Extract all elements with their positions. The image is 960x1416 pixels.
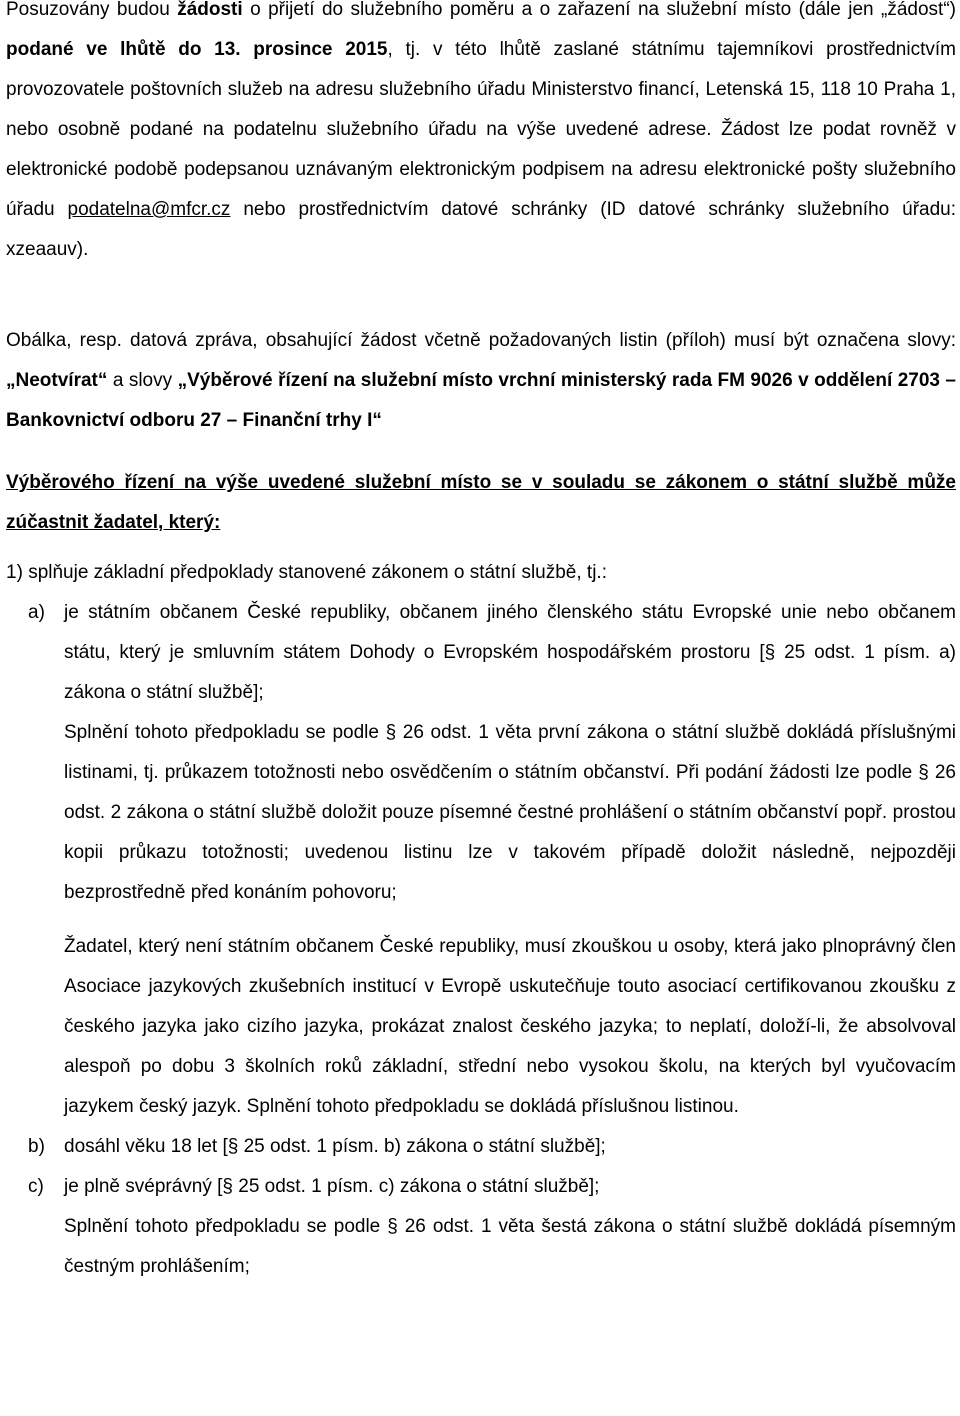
envelope-paragraph xyxy=(6,321,956,441)
requirement-c xyxy=(6,1167,956,1207)
requirement-c-proof: Splnění tohoto předpokladu se podle § 26 odst. 1 věta šestá zákona o státní službě dokládá písemným čestným prohlášením; xyxy=(64,1216,956,1277)
requirement-c-text: je plně svéprávný [§ 25 odst. 1 písm. c) zákona o státní službě]; xyxy=(64,1176,600,1197)
requirement-a-proof: Splnění tohoto předpokladu se podle § 26 odst. 1 věta první zákona o státní službě dokládá příslušnými listinami, tj. průkazem totožnosti nebo osvědčením o státním občanství. Při podání žádosti lze podle § 26 odst. 2 zákona o státní službě doložit pouze písemné čestné prohlášení o státním občanství popř. prostou kopii průkazu totožnosti; uvedenou listinu lze v takovém případě doložit následně, nejpozději bezprostředně před konáním pohovoru; xyxy=(64,722,956,903)
requirement-b-text: dosáhl věku 18 let [§ 25 odst. 1 písm. b) zákona o státní službě]; xyxy=(64,1136,606,1157)
submission-text-a: Posuzovány budou xyxy=(6,0,178,20)
requirement-c-marker: c) xyxy=(28,1176,44,1197)
submission-text-c: o přijetí do služebního poměru a o zařazení na služební místo (dále jen „žádost“) xyxy=(242,0,956,20)
requirement-1 xyxy=(6,553,956,593)
envelope-selection-title: „Výběrové řízení na služební místo vrchní ministerský rada FM 9026 v oddělení 2703 – Bankovnictví odboru 27 – Finanční trhy I“ xyxy=(6,370,956,431)
requirement-a xyxy=(6,593,956,713)
envelope-text-c: a slovy xyxy=(107,370,178,391)
submission-text-f: nebo prostřednictvím datové schránky (ID datové schránky služebního úřadu: xzeaauv). xyxy=(6,199,957,260)
envelope-text-a: Obálka, resp. datová zpráva, obsahující žádost včetně požadovaných listin (příloh) musí být označena slovy: xyxy=(6,330,956,351)
requirement-a-language: Žadatel, který není státním občanem České republiky, musí zkouškou u osoby, která jako plnoprávný člen Asociace jazykových zkušebních institucí v Evropě uskutečňuje touto asociací certifikovanou zkoušku z českého jazyka jako cizího jazyka, prokázat znalost českého jazyka; to neplatí, doloží-li, že absolvoval alespoň po dobu 3 školních roků základní, střední nebo vysokou školu, na kterých byl vyučovacím jazykem český jazyk. Splnění tohoto předpokladu se dokládá příslušnou listinou. xyxy=(64,936,956,1117)
envelope-neotvirat: „Neotvírat“ xyxy=(6,370,108,391)
requirement-a-marker: a) xyxy=(28,602,45,623)
submission-text-e: , tj. v této lhůtě zaslané státnímu tajemníkovi prostřednictvím provozovatele poštovních služeb na adresu služebního úřadu Ministerstvo financí, Letenská 15, 118 10 Praha 1, nebo osobně podané na podatelnu služebního úřadu na výše uvedené adrese. Žádost lze podat rovněž v elektronické podobě podepsanou uznávaným elektronickým podpisem na adresu elektronické pošty služebního úřadu xyxy=(6,39,956,220)
eligibility-heading: Výběrového řízení na výše uvedené služební místo se v souladu se zákonem o státní službě může zúčastnit žadatel, který: xyxy=(6,472,956,533)
submission-text-b: žádosti xyxy=(177,0,243,20)
requirement-1-marker: 1) xyxy=(6,562,23,583)
requirement-a-text: je státním občanem České republiky, občanem jiného členského státu Evropské unie nebo občanem státu, který je smluvním státem Dohody o Evropském hospodářském prostoru [§ 25 odst. 1 písm. a) zákona o státní službě]; xyxy=(64,602,956,703)
submission-deadline: podané ve lhůtě do 13. prosince 2015 xyxy=(6,39,388,60)
submission-paragraph xyxy=(6,0,956,270)
email-link[interactable]: podatelna@mfcr.cz xyxy=(67,199,231,220)
requirement-1-text: splňuje základní předpoklady stanovené zákonem o státní službě, tj.: xyxy=(28,562,607,583)
requirement-b xyxy=(6,1127,956,1167)
requirement-b-marker: b) xyxy=(28,1136,45,1157)
document-page xyxy=(6,0,956,1287)
